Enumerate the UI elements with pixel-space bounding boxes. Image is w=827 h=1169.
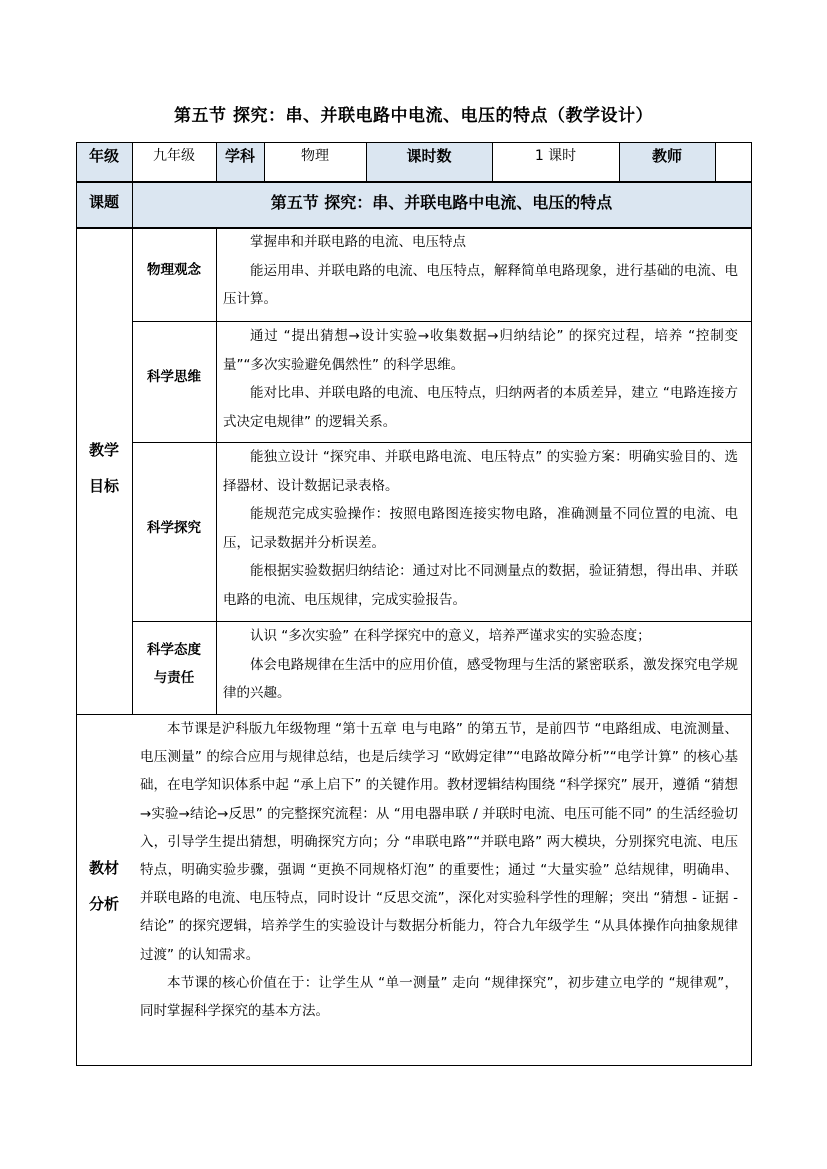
topic-label: 课题 <box>88 192 119 211</box>
col-divider-hours <box>492 142 493 182</box>
objective-physics-concept-label: 物理观念 <box>147 262 201 278</box>
row-divider-topic <box>76 227 752 229</box>
page-title: 第五节 探究：串、并联电路中电流、电压的特点（教学设计） <box>174 106 653 126</box>
teacher-label: 教师 <box>651 146 682 165</box>
col-divider-hours-value <box>619 142 620 182</box>
row-divider-objectives <box>76 714 752 715</box>
col-divider-subject <box>264 142 265 182</box>
col-divider-teacher <box>715 142 716 182</box>
col-divider-subject-value <box>366 142 367 182</box>
analysis-content: 本节课是沪科版九年级物理 “第十五章 电与电路” 的第五节，是前四节 “电路组成、电流测量、电压测量” 的综合应用与规律总结，也是后续学习 “欧姆定律”“电路故障分析”“电学计算” 的核心基础，在电学知识体系中起 “承上启下” 的关键作用。教材逻辑结构围绕 “科学探究” 展开，遵循 “猜想→实验→结论→反思” 的完整探究流程：从 “用电器串联 / 并联时电流、电压可能不同” 的生活经验切入，引导学生提出猜想，明确探究方向；分 “串联电路”“并联电路” 两大模块，分别探究电流、电压特点，明确实验步骤，强调 “更换不同规格灯泡” 的重要性；通过 “大量实验” 总结规律，明确串、并联电路的电流、电压特点，同时设计 “反思交流”，深化对实验科学性的理解；突出 “猜想 - 证据 - 结论” 的探究逻辑，培养学生的实验设计与数据分析能力，符合九年级学生 “从具体操作向抽象规律过渡” 的认知需求。 本节课的核心价值在于：让学生从 “单一测量” 走向 “规律探究”，初步建立电学的 “规律观”，同时掌握科学探究的基本方法。 <box>140 721 738 1020</box>
objective-scientific-inquiry-content: 能独立设计 “探究串、并联电路电流、电压特点” 的实验方案：明确实验目的、选择器材、设计数据记录表格。 能规范完成实验操作：按照电路图连接实物电路，准确测量不同位置的电流、电压，记录数据并分析误差。 能根据实验数据归纳结论：通过对比不同测量点的数据，验证猜想，得出串、并联电路的电流、电压规律，完成实验报告。 <box>223 449 738 608</box>
topic-value: 第五节 探究：串、并联电路中电流、电压的特点 <box>270 192 613 212</box>
objective-scientific-thinking-content: 通过 “提出猜想→设计实验→收集数据→归纳结论” 的探究过程，培养 “控制变量”“多次实验避免偶然性” 的科学思维。 能对比串、并联电路的电流、电压特点，归纳两者的本质差异，建立 “电路连接方式决定电规律” 的逻辑关系。 <box>223 328 738 430</box>
col-divider-label <box>132 142 133 714</box>
row-divider-header <box>76 181 752 183</box>
grade-value: 九年级 <box>153 148 195 164</box>
objective-physics-concept-content: 掌握串和并联电路的电流、电压特点 能运用串、并联电路的电流、电压特点，解释简单电路现象，进行基础的电流、电压计算。 <box>223 234 738 307</box>
hours-label: 课时数 <box>406 146 452 165</box>
objective-attitude-responsibility-label: 科学态度 与责任 <box>147 642 201 686</box>
objective-scientific-thinking-label: 科学思维 <box>147 369 201 385</box>
objectives-label: 教学 目标 <box>88 441 119 495</box>
objective-scientific-inquiry-label: 科学探究 <box>147 520 201 536</box>
subject-value: 物理 <box>301 148 329 164</box>
col-divider-grade <box>216 142 217 182</box>
row-divider-thinking <box>132 442 752 443</box>
objective-attitude-responsibility-content: 认识 “多次实验” 在科学探究中的意义，培养严谨求实的实验态度； 体会电路规律在生活中的应用价值，感受物理与生活的紧密联系，激发探究电学规律的兴趣。 <box>223 628 738 701</box>
hours-value: 1 课时 <box>534 148 577 164</box>
grade-label: 年级 <box>88 146 119 165</box>
subject-label: 学科 <box>224 146 255 165</box>
table-border <box>76 142 752 1066</box>
row-divider-inquiry <box>132 621 752 622</box>
col-divider-subobjective <box>216 227 217 714</box>
row-divider-concept <box>132 321 752 322</box>
analysis-label: 教材 分析 <box>88 859 119 913</box>
